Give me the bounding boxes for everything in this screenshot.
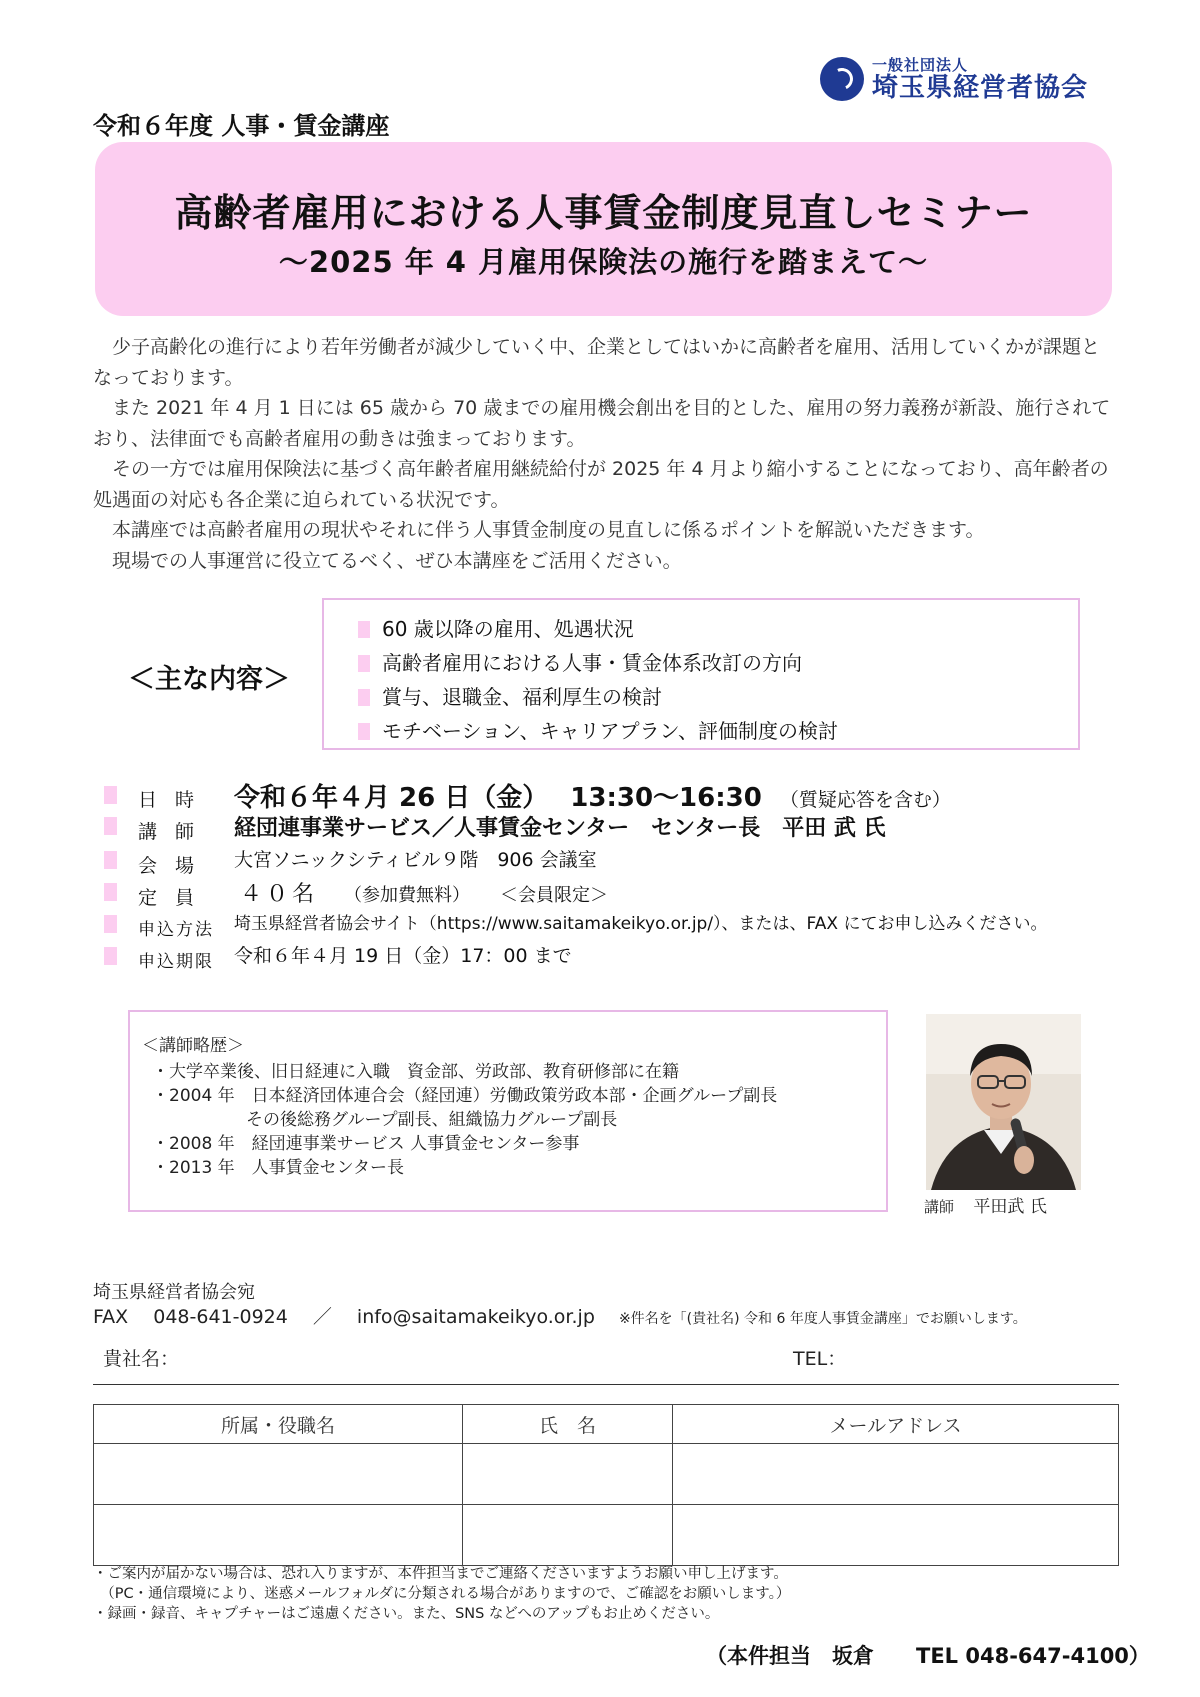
list-item: モチベーション、キャリアプラン、評価制度の検討 <box>358 714 1078 748</box>
intro-text <box>93 332 1117 576</box>
bullet-square-icon <box>104 883 117 901</box>
info-row-apply <box>104 909 1114 941</box>
intro-paragraph: 現場での人事運営に役立てるべく、ぜひ本講座をご活用ください。 <box>112 549 682 572</box>
registration-table <box>93 1404 1119 1566</box>
contents-list <box>324 600 1078 748</box>
bio-line: ・2013 年 人事賃金センター長 <box>152 1158 404 1178</box>
column-header: 氏 名 <box>463 1405 673 1444</box>
bullet-square-icon <box>104 947 117 965</box>
date-value: 令和６年４月 26 日（金） <box>234 783 549 813</box>
note-line: ・ご案内が届かない場合は、恐れ入りますが、本件担当までご連絡くださいますようお願い申し上げます。 <box>93 1566 788 1582</box>
table-cell[interactable] <box>94 1444 463 1505</box>
venue-value: 大宮ソニックシティビル９階 906 会議室 <box>234 849 597 871</box>
bio-line: ・2008 年 経団連事業サービス 人事賃金センター参事 <box>152 1134 580 1154</box>
intro-paragraph: また 2021 年 4 月 1 日には 65 歳から 70 歳までの雇用機会創出を目的とした、雇用の努力義務が新設、施行されており、法律面でも高齢者雇用の動きは強まっております。 <box>93 397 1111 450</box>
lecturer-label: 講師 <box>138 821 213 843</box>
seminar-subtitle: ～2025 年 4 月雇用保険法の施行を踏まえて～ <box>278 245 929 279</box>
bullet-square-icon <box>358 621 370 638</box>
bullet-square-icon <box>358 723 370 740</box>
date-note: （質疑応答を含む） <box>779 789 951 811</box>
lecturer-portrait-icon <box>926 1014 1081 1190</box>
bullet-square-icon <box>104 786 117 804</box>
event-info <box>104 777 1114 973</box>
notes <box>93 1564 1119 1624</box>
time-value: 13:30～16:30 <box>570 783 762 813</box>
org-logo <box>820 54 1120 104</box>
bullet-square-icon <box>104 915 117 933</box>
capacity-value: ４０名 <box>240 882 319 907</box>
bullet-square-icon <box>358 689 370 706</box>
column-header: 所属・役職名 <box>94 1405 463 1444</box>
seminar-title: 高齢者雇用における人事賃金制度見直しセミナー <box>174 191 1033 235</box>
table-header-row <box>94 1405 1119 1444</box>
capacity-fee: （参加費無料） <box>344 885 471 906</box>
org-subtitle: 一般社団法人 <box>872 55 969 74</box>
list-item: 高齢者雇用における人事・賃金体系改訂の方向 <box>358 646 1078 680</box>
table-cell[interactable] <box>463 1505 673 1566</box>
deadline-label: 申込期限 <box>138 952 214 972</box>
bio-heading: ＜講師略歴＞ <box>142 1036 244 1056</box>
table-row <box>94 1505 1119 1566</box>
table-cell[interactable] <box>463 1444 673 1505</box>
bio-line: ・2004 年 日本経済団体連合会（経団連）労働政策労政本部・企画グループ副長 <box>152 1086 778 1106</box>
column-header: メールアドレス <box>673 1405 1119 1444</box>
fax-contact: FAX 048-641-0924 ／ info@saitamakeikyo.or.jp <box>93 1306 595 1328</box>
list-item: 60 歳以降の雇用、処遇状況 <box>358 612 1078 646</box>
venue-label: 会場 <box>138 855 213 877</box>
capacity-label: 定員 <box>138 887 213 909</box>
tel-label: TEL： <box>793 1348 847 1370</box>
note-line: ・録画・録音、キャプチャーはご遠慮ください。また、SNS などへのアップもお止めください。 <box>93 1606 720 1622</box>
table-row <box>94 1444 1119 1505</box>
info-row-venue <box>104 845 1114 877</box>
info-row-capacity <box>104 877 1114 909</box>
form-addressee: 埼玉県経営者協会宛 <box>93 1282 255 1303</box>
bullet-square-icon <box>104 817 117 835</box>
caption-name: 平田武 氏 <box>973 1197 1047 1217</box>
info-row-lecturer <box>104 811 1114 845</box>
org-emblem-icon <box>820 57 864 101</box>
lecturer-photo <box>926 1014 1081 1190</box>
intro-paragraph: 少子高齢化の進行により若年労働者が減少していく中、企業としてはいかに高齢者を雇用、活用していくかが課題となっております。 <box>93 336 1101 389</box>
date-label: 日時 <box>138 789 213 811</box>
table-cell[interactable] <box>673 1505 1119 1566</box>
deadline-value: 令和６年４月 19 日（金）17：00 まで <box>234 945 572 967</box>
lecturer-bio <box>142 1034 882 1180</box>
bullet-square-icon <box>104 851 117 869</box>
table-cell[interactable] <box>673 1444 1119 1505</box>
org-name: 埼玉県経営者協会 <box>872 72 1089 103</box>
table-cell[interactable] <box>94 1505 463 1566</box>
capacity-member: ＜会員限定＞ <box>500 885 609 906</box>
company-row[interactable] <box>93 1336 1119 1385</box>
note-line: （PC・通信環境により、迷惑メールフォルダに分類される場合がありますので、ご確認をお願いします。） <box>93 1586 791 1602</box>
intro-paragraph: その一方では雇用保険法に基づく高年齢者雇用継続給付が 2025 年 4 月より縮小することになっており、高年齢者の処遇面の対応も各企業に迫られている状況です。 <box>93 458 1109 511</box>
info-row-deadline <box>104 941 1114 973</box>
fax-note: ※件名を「(貴社名) 令和 6 年度人事賃金講座」でお願いします。 <box>618 1311 1027 1327</box>
bio-line: ・大学卒業後、旧日経連に入職 資金部、労政部、教育研修部に在籍 <box>152 1062 679 1082</box>
fax-line <box>93 1302 1027 1329</box>
photo-caption <box>924 1192 1047 1217</box>
apply-label: 申込方法 <box>138 920 214 940</box>
lecturer-value: 経団連事業サービス／人事賃金センター センター長 平田 武 氏 <box>234 816 886 841</box>
caption-role: 講師 <box>924 1198 955 1216</box>
company-label: 貴社名： <box>103 1348 180 1370</box>
bullet-square-icon <box>358 655 370 672</box>
info-row-date <box>104 777 1114 811</box>
apply-value: 埼玉県経営者協会サイト（https://www.saitamakeikyo.or.jp/）、または、FAX にてお申し込みください。 <box>234 914 1048 934</box>
course-name: 令和６年度 人事・賃金講座 <box>93 112 390 140</box>
contents-heading: ＜主な内容＞ <box>128 664 290 695</box>
contact-info: （本件担当 坂倉 TEL 048-647-4100） <box>706 1644 1150 1668</box>
intro-paragraph: 本講座では高齢者雇用の現状やそれに伴う人事賃金制度の見直しに係るポイントを解説いただきます。 <box>112 519 985 541</box>
bio-line: その後総務グループ副長、組織協力グループ副長 <box>246 1110 618 1130</box>
contents-box <box>322 598 1080 750</box>
list-item: 賞与、退職金、福利厚生の検討 <box>358 680 1078 714</box>
